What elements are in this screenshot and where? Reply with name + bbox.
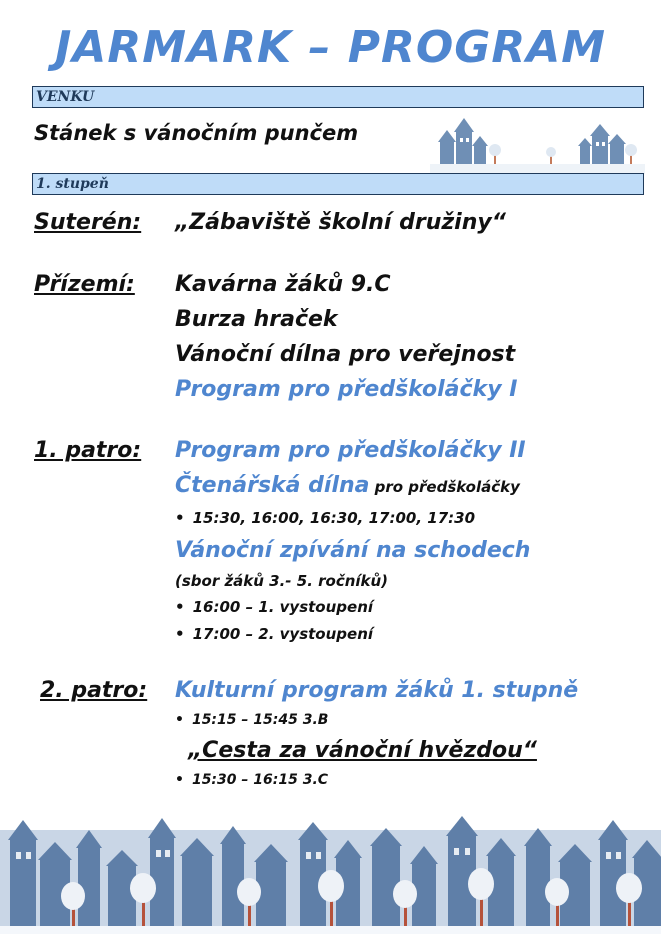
reading-times: • 15:30, 16:00, 16:30, 17:00, 17:30 (175, 509, 475, 527)
floor-label-ground: Přízemí: (34, 272, 135, 297)
floor-label-basement: Suterén: (34, 210, 142, 235)
first-item-preschool2: Program pro předškoláčky II (175, 438, 526, 463)
outside-stand: Stánek s vánočním punčem (34, 121, 359, 145)
section-header-stage1: 1. stupeň (32, 173, 644, 195)
first-item-singing: Vánoční zpívání na schodech (175, 538, 531, 563)
singing-perf2: • 17:00 – 2. vystoupení (175, 625, 373, 643)
page-title: JARMARK – PROGRAM (54, 22, 607, 73)
ground-item-toys: Burza hraček (175, 307, 338, 332)
second-show1: „Cesta za vánoční hvězdou“ (188, 738, 537, 763)
floor-label-second: 2. patro: (40, 678, 148, 703)
ground-item-cafe: Kavárna žáků 9.C (175, 272, 391, 297)
ground-item-preschool1: Program pro předškoláčky I (175, 377, 518, 402)
ground-item-workshop: Vánoční dílna pro veřejnost (175, 342, 516, 367)
first-item-reading-note: pro předškoláčky (374, 478, 520, 496)
floor-label-first: 1. patro: (34, 438, 142, 463)
second-slot2: • 15:30 – 16:15 3.C (175, 772, 328, 788)
singing-perf1: • 16:00 – 1. vystoupení (175, 598, 373, 616)
singing-note: (sbor žáků 3.- 5. ročníků) (175, 572, 389, 590)
second-item-program: Kulturní program žáků 1. stupně (175, 678, 579, 703)
first-item-reading: Čtenářská dílna (175, 473, 370, 498)
section-header-outside: VENKU (32, 86, 644, 108)
second-slot1: • 15:15 – 15:45 3.B (175, 712, 328, 728)
first-item-reading-row (175, 473, 520, 498)
town-illustration-small (430, 112, 645, 174)
town-illustration-bottom (0, 790, 661, 934)
basement-item: „Zábaviště školní družiny“ (175, 210, 506, 235)
